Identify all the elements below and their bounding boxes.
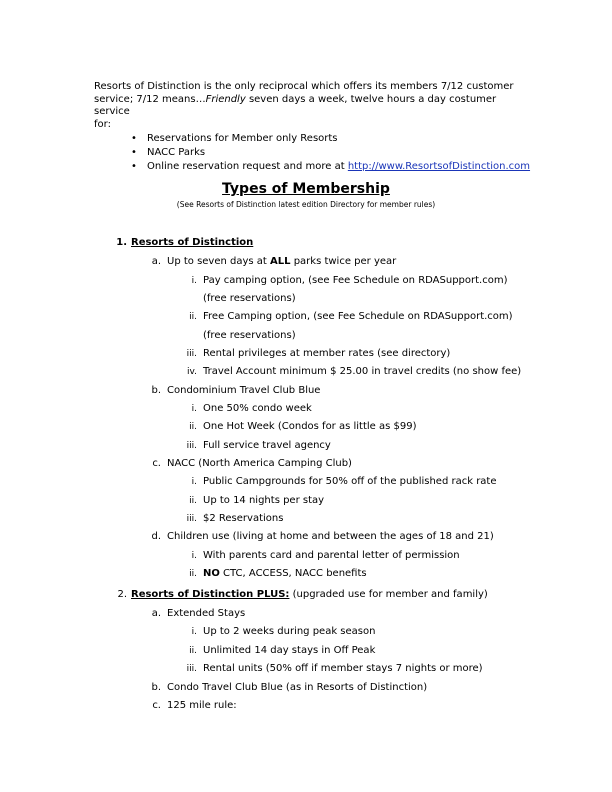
bullet-item <box>94 160 534 174</box>
intro-line-1: Resorts of Distinction is the only reciprocal which offers its members 7/12 customer <box>94 81 514 92</box>
item-text: Rental privileges at member rates (see directory) <box>203 348 451 359</box>
bullet-text: NACC Parks <box>147 147 206 159</box>
intro-paragraph <box>94 81 534 174</box>
item-text: With parents card and parental letter of permission <box>203 550 460 561</box>
item-1a-i <box>191 275 508 287</box>
item-1d-ii <box>189 568 367 580</box>
section-2-heading <box>117 589 488 601</box>
item-roman: iii. <box>186 514 197 524</box>
item-letter: b. <box>151 682 161 693</box>
item-letter: c. <box>152 700 161 711</box>
item-roman: iii. <box>186 349 197 359</box>
bullet-dot-icon: • <box>131 160 137 172</box>
item-letter: d. <box>151 531 161 542</box>
item-roman: ii. <box>189 422 197 432</box>
bullet-dot-icon: • <box>131 133 137 145</box>
section-1-heading <box>116 237 254 249</box>
section-title: Resorts of Distinction <box>131 237 254 248</box>
item-text: Unlimited 14 day stays in Off Peak <box>203 645 376 656</box>
item-letter: a. <box>151 256 161 267</box>
item-text: 125 mile rule: <box>167 700 237 711</box>
bullet-text: Online reservation request and more at <box>147 160 348 172</box>
item-text: Extended Stays <box>167 608 246 619</box>
item-2a-i <box>191 626 376 638</box>
item-2a-iii <box>186 663 483 675</box>
intro-bullet-list <box>94 132 534 173</box>
item-text: Pay camping option, (see Fee Schedule on RDASupport.com) <box>203 275 508 286</box>
item-text: Travel Account minimum $ 25.00 in travel credits (no show fee) <box>203 366 522 377</box>
item-bold-text: NO <box>203 568 220 579</box>
item-1a-iv <box>187 366 522 378</box>
bullet-item <box>94 146 534 160</box>
item-1d <box>151 531 494 543</box>
item-roman: iv. <box>187 367 197 377</box>
item-text: $2 Reservations <box>203 513 284 524</box>
item-text: Condominium Travel Club Blue <box>167 385 321 396</box>
bullet-item <box>94 132 534 146</box>
section-title: Resorts of Distinction PLUS: <box>131 589 290 600</box>
item-text: NACC (North America Camping Club) <box>167 458 352 469</box>
item-letter: a. <box>151 608 161 619</box>
item-roman: i. <box>191 276 197 286</box>
intro-line-2-end: seven days a week, twelve hours a day costumer service <box>94 93 497 118</box>
item-1b <box>151 385 321 397</box>
item-text: CTC, ACCESS, NACC benefits <box>219 568 367 579</box>
item-text: One Hot Week (Condos for as little as $99) <box>203 421 417 432</box>
section-suffix: (upgraded use for member and family) <box>289 589 488 600</box>
item-1c-ii <box>189 495 325 507</box>
item-roman: ii. <box>189 496 197 506</box>
section-number: 2. <box>117 589 127 600</box>
page-subtitle: (See Resorts of Distinction latest edition Directory for member rules) <box>176 200 436 209</box>
item-roman: i. <box>191 627 197 637</box>
bullet-dot-icon: • <box>131 147 137 159</box>
item-roman: ii. <box>189 569 197 579</box>
item-text: Up to 14 nights per stay <box>203 495 325 506</box>
item-text: parks twice per year <box>290 256 397 267</box>
website-link[interactable]: http://www.ResortsofDistinction.com <box>347 160 531 172</box>
item-text: Full service travel agency <box>203 440 331 451</box>
item-roman: ii. <box>189 646 197 656</box>
item-text: Up to 2 weeks during peak season <box>203 626 376 637</box>
item-1a <box>151 256 397 268</box>
item-roman: i. <box>191 551 197 561</box>
item-1c <box>152 458 352 470</box>
intro-line-2 <box>94 94 534 119</box>
bullet-text: Reservations for Member only Resorts <box>147 133 338 145</box>
item-1a-ii <box>189 311 513 323</box>
item-2c <box>152 700 237 712</box>
section-number: 1. <box>116 237 127 248</box>
item-text: One 50% condo week <box>203 403 312 414</box>
item-2b <box>151 682 428 694</box>
item-1c-i <box>191 476 497 488</box>
item-roman: i. <box>191 404 197 414</box>
item-2a-ii <box>189 645 376 657</box>
intro-line-2-start: service; 7/12 means… <box>94 93 206 105</box>
item-text: Condo Travel Club Blue (as in Resorts of Distinction) <box>167 682 428 693</box>
item-text: Public Campgrounds for 50% off of the published rack rate <box>203 476 497 487</box>
item-roman: i. <box>191 477 197 487</box>
item-1a-ii-continued: (free reservations) <box>203 330 296 341</box>
item-roman: iii. <box>186 664 197 674</box>
item-roman: ii. <box>189 312 197 322</box>
intro-emphasis: Friendly <box>205 93 246 105</box>
item-1b-i <box>191 403 312 415</box>
item-text: Rental units (50% off if member stays 7 nights or more) <box>203 663 483 674</box>
item-1d-i <box>191 550 460 562</box>
item-2a <box>151 608 246 620</box>
item-1c-iii <box>186 513 284 525</box>
item-text: Up to seven days at <box>167 256 271 267</box>
item-letter: c. <box>152 458 161 469</box>
item-bold-text: ALL <box>270 256 291 267</box>
item-1a-iii <box>186 348 451 360</box>
item-1b-ii <box>189 421 417 433</box>
page-title: Types of Membership <box>222 181 390 197</box>
item-roman: iii. <box>186 441 197 451</box>
item-text: Children use (living at home and between the ages of 18 and 21) <box>167 531 494 542</box>
item-letter: b. <box>151 385 161 396</box>
intro-line-3: for: <box>94 118 111 130</box>
item-text: Free Camping option, (see Fee Schedule on RDASupport.com) <box>203 311 513 322</box>
item-1b-iii <box>186 440 331 452</box>
item-1a-i-continued: (free reservations) <box>203 293 296 304</box>
